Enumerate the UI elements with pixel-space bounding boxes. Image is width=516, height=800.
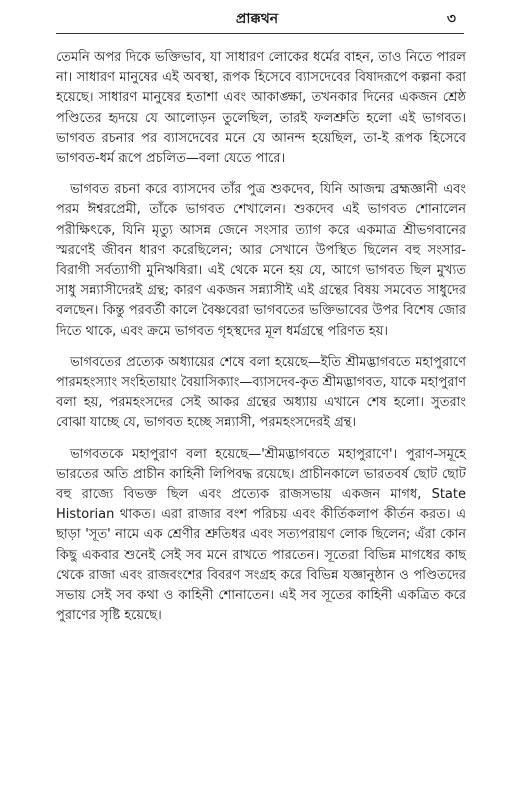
paragraph-4: ভাগবতকে মহাপুরাণ বলা হয়েছে—'শ্রীমদ্ভাগবতে মহাপুরাণে'। পুরাণ-সমূহে ভারতের অতি প্রাচীন কাহিনী লিপিবদ্ধ রয়েছে। প্রাচীনকালে ভারতবর্ষ ছোট ছোট বহু রাজ্যে বিভক্ত ছিল এবং প্রত্যেক রাজসভায় একজন মাগধ, State Historian থাকত। এরা রাজার বংশ পরিচয় এবং কীর্তিকলাপ কীর্তন করত। এ ছাড়া 'সূত' নামে এক শ্রেণীর শ্রুতিধর এবং সত্যপরায়ণ লোক ছিলেন; এঁরা কোন কিছু একবার শুনেই সেই সব মনে রাখতে পারতেন। সূতেরা বিভিন্ন মাগধের কাছ থেকে রাজা এবং রাজবংশের বিবরণ সংগ্রহ করে বিভিন্ন যজ্ঞানুষ্ঠান ও পণ্ডিতদের সভায় সেই সব কথা ও কাহিনী শোনাতেন। এই সব সূতের কাহিনী একত্রিত করে পুরাণের সৃষ্টি হয়েছে। [56, 446, 466, 624]
page-number: ৩ [446, 11, 456, 27]
body-text [56, 48, 466, 637]
running-header [58, 8, 456, 30]
chapter-title: প্রাক্কথন [235, 11, 279, 27]
paragraph-2: ভাগবত রচনা করে ব্যাসদেব তাঁর পুত্র শুকদেব, যিনি আজন্ম ব্রহ্মজ্ঞানী এবং পরম ঈশ্বরপ্রেমী, তাঁকে ভাগবত শেখালেন। শুকদেব এই ভাগবত শোনালেন পরীক্ষিৎকে, যিনি মৃত্যু আসন্ন জেনে সংসার ত্যাগ করে একমাত্র শ্রীভগবানের স্মরণেই জীবন ধারণ করেছিলেন; আর সেখানে উপস্থিত ছিলেন বহু সংসার-বিরাগী সর্বত্যাগী মুনিঋষিরা। এই থেকে মনে হয় যে, আগে ভাগবত ছিল মুখ্যত সাধু সন্ন্যাসীদেরই গ্রন্থ; কারণ একজন সন্ন্যাসীই এই গ্রন্থের বিষয় সমবেত সাধুদের বলছেন। কিন্তু পরবর্তী কালে বৈষ্ণবেরা ভাগবতের ভক্তিভাবের উপর বিশেষ জোর দিতে থাকে, এবং ক্রমে ভাগবত গৃহস্থদের মূল ধর্মগ্রন্থে পরিণত হয়। [56, 182, 466, 339]
paragraph-3: ভাগবতের প্রত্যেক অধ্যায়ের শেষে বলা হয়েছে—ইতি শ্রীমদ্ভাগবতে মহাপুরাণে পারমহংস্যাং সংহিতায়াং বৈয়াসিক্যাং—ব্যাসদেব-কৃত শ্রীমদ্ভাগবত, যাকে মহাপুরাণ বলা হয়, পরমহংসদের সেই আকর গ্রন্থের অধ্যায় এখানে শেষ হলো। সুতরাং বোঝা যাচ্ছে যে, ভাগবত হচ্ছে সন্ন্যাসী, পরমহংসদেরই গ্রন্থ। [56, 354, 466, 431]
paragraph-1: তেমনি অপর দিকে ভক্তিভাব, যা সাধারণ লোকের ধর্মের বাহন, তাও নিতে পারল না। সাধারণ মানুষের এই অবস্থা, রূপক হিসেবে ব্যাসদেবের বিষাদরূপে কল্পনা করা হয়েছে। সাধারণ মানুষের হতাশা এবং আকাঙ্ক্ষা, তখনকার দিনের একজন শ্রেষ্ঠ পণ্ডিতের হৃদয়ে যে আলোড়ন তুলেছিল, তারই ফলশ্রুতি হলো এই ভাগবত। ভাগবত রচনার পর ব্যাসদেবের মনে যে আনন্দ হয়েছিল, তা-ই রূপক হিসেবে ভাগবত-ধর্ম রূপে প্রচলিত—বলা যেতে পারে। [56, 50, 466, 167]
header-rule [56, 33, 464, 34]
